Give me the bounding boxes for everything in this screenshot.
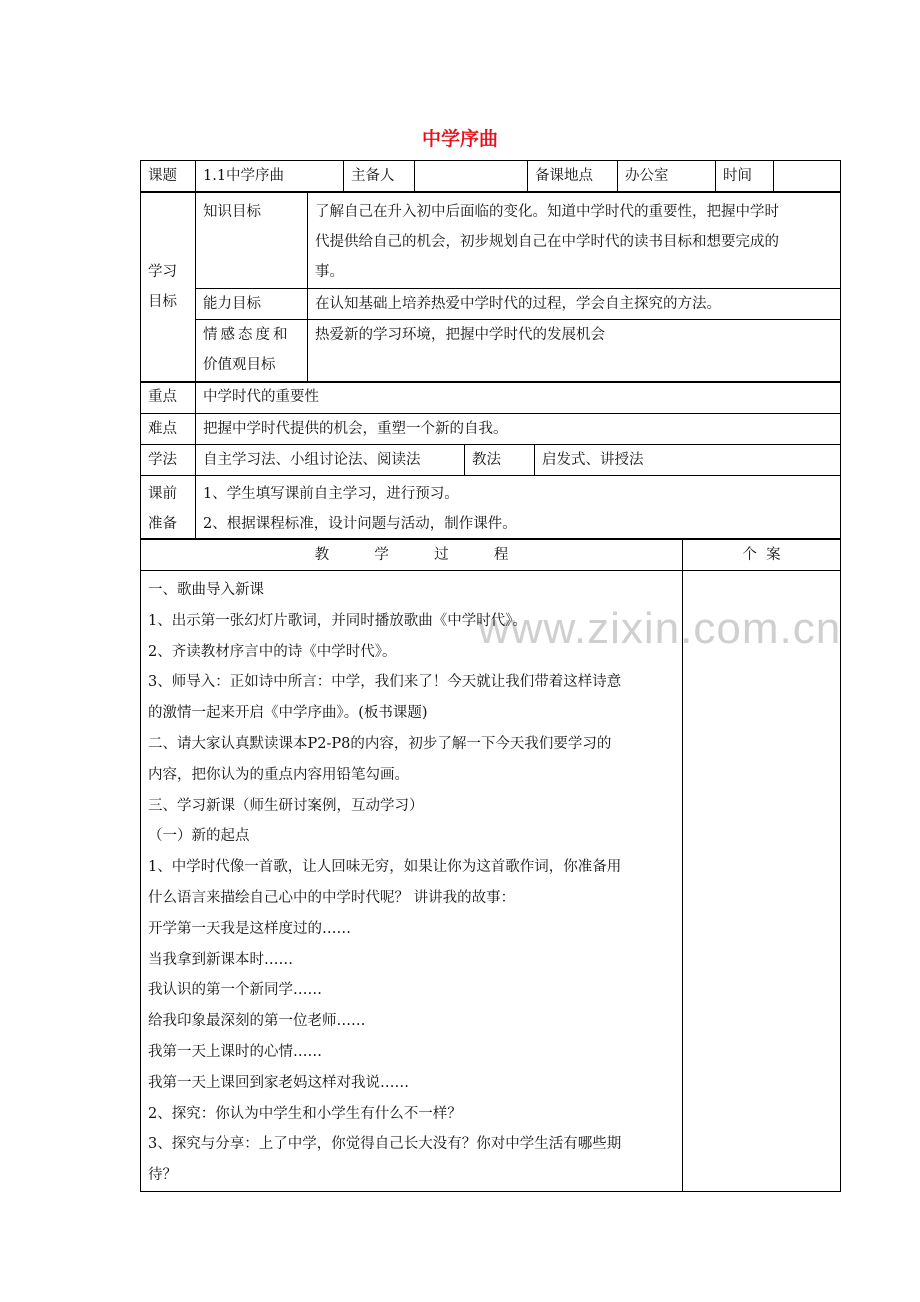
process-line: 三、学习新课（师生研讨案例，互动学习） <box>148 797 424 814</box>
process-line: 我第一天上课时的心情…… <box>148 1043 322 1060</box>
emotion-label-line2: 价值观目标 <box>203 357 276 373</box>
process-line: 当我拿到新课本时…… <box>148 951 293 968</box>
process-line: 的激情一起来开启《中学序曲》。(板书课题) <box>148 705 428 722</box>
subject-value: 1.1中学序曲 <box>196 161 344 193</box>
knowledge-line: 代提供给自己的机会，初步规划自己在中学时代的读书目标和想要完成的 <box>315 234 779 250</box>
process-line: 我第一天上课回到家老妈这样对我说…… <box>148 1074 409 1091</box>
preparation-text <box>196 476 841 540</box>
process-header <box>141 539 683 571</box>
objectives-label <box>141 192 196 383</box>
learn-method-text: 自主学习法、小组讨论法、阅读法 <box>196 445 465 476</box>
preparation-line: 1、学生填写课前自主学习，进行预习。 <box>203 486 459 502</box>
process-line: 我认识的第一个新同学…… <box>148 982 322 999</box>
ability-label: 能力目标 <box>196 289 308 320</box>
process-header-text: 教 学 过 程 <box>314 546 509 563</box>
keypoint-label: 重点 <box>141 382 196 414</box>
process-line: 1、中学时代像一首歌，让人回味无穷，如果让你为这首歌作词，你准备用 <box>148 859 622 876</box>
subject-label: 课题 <box>141 161 196 193</box>
emotion-label <box>196 320 308 383</box>
watermark: www.zixin.com.cn <box>478 604 842 653</box>
knowledge-label: 知识目标 <box>196 192 308 289</box>
knowledge-line: 事。 <box>315 264 344 280</box>
case-notes-cell <box>683 571 841 1192</box>
emotion-label-line1: 情感态度和 <box>203 327 291 343</box>
process-content <box>141 571 683 1192</box>
time-value <box>774 161 841 193</box>
keypoint-text: 中学时代的重要性 <box>196 382 841 414</box>
preparation-line: 2、根据课程标准，设计问题与活动，制作课件。 <box>203 516 517 532</box>
teach-method-label: 教法 <box>465 445 535 476</box>
process-line: 给我印象最深刻的第一位老师…… <box>148 1013 366 1030</box>
process-line: 1、出示第一张幻灯片歌词，并同时播放歌曲《中学时代》。 <box>148 612 527 629</box>
learn-method-label: 学法 <box>141 445 196 476</box>
ability-text: 在认知基础上培养热爱中学时代的过程，学会自主探究的方法。 <box>308 289 841 320</box>
keypoint-table <box>140 381 841 445</box>
process-line: 二、请大家认真默读课本P2-P8的内容，初步了解一下今天我们要学习的 <box>148 735 612 752</box>
process-line: （一）新的起点 <box>148 828 250 845</box>
emotion-text: 热爱新的学习环境，把握中学时代的发展机会 <box>308 320 841 383</box>
process-line: 开学第一天我是这样度过的…… <box>148 920 351 937</box>
location-value: 办公室 <box>618 161 716 193</box>
process-line: 内容，把你认为的重点内容用铅笔勾画。 <box>148 766 409 783</box>
preparation-label-line1: 课前 <box>148 486 177 502</box>
objectives-table <box>140 191 841 383</box>
difficulty-text: 把握中学时代提供的机会，重塑一个新的自我。 <box>196 414 841 445</box>
document-title: 中学序曲 <box>421 128 498 150</box>
header-row-table <box>140 160 841 193</box>
difficulty-label: 难点 <box>141 414 196 445</box>
time-label: 时间 <box>716 161 774 193</box>
methods-table <box>140 444 841 476</box>
case-header <box>683 539 841 571</box>
process-line: 待？ <box>148 1167 177 1184</box>
knowledge-line: 了解自己在升入初中后面临的变化。知道中学时代的重要性，把握中学时 <box>315 204 779 220</box>
process-line: 3、师导入：正如诗中所言：中学，我们来了！今天就让我们带着这样诗意 <box>148 674 622 691</box>
process-line: 一、歌曲导入新课 <box>148 582 264 598</box>
preparer-value <box>415 161 528 193</box>
preparation-table <box>140 475 841 540</box>
preparation-label <box>141 476 196 540</box>
preparer-label: 主备人 <box>344 161 415 193</box>
objectives-label-line2: 目标 <box>148 294 177 310</box>
process-line: 2、齐读教材序言中的诗《中学时代》。 <box>148 643 397 660</box>
teach-method-text: 启发式、讲授法 <box>535 445 841 476</box>
case-header-text: 个 案 <box>742 546 781 563</box>
objectives-label-line1: 学习 <box>148 264 177 280</box>
process-line: 什么语言来描绘自己心中的中学时代呢？ 讲讲我的故事： <box>148 889 516 906</box>
process-table <box>140 538 841 1192</box>
process-line: 2、探究：你认为中学生和小学生有什么不一样？ <box>148 1105 462 1122</box>
knowledge-text <box>308 192 841 289</box>
process-line: 3、探究与分享：上了中学，你觉得自己长大没有？你对中学生活有哪些期 <box>148 1136 622 1153</box>
preparation-label-line2: 准备 <box>148 516 177 532</box>
location-label: 备课地点 <box>528 161 618 193</box>
